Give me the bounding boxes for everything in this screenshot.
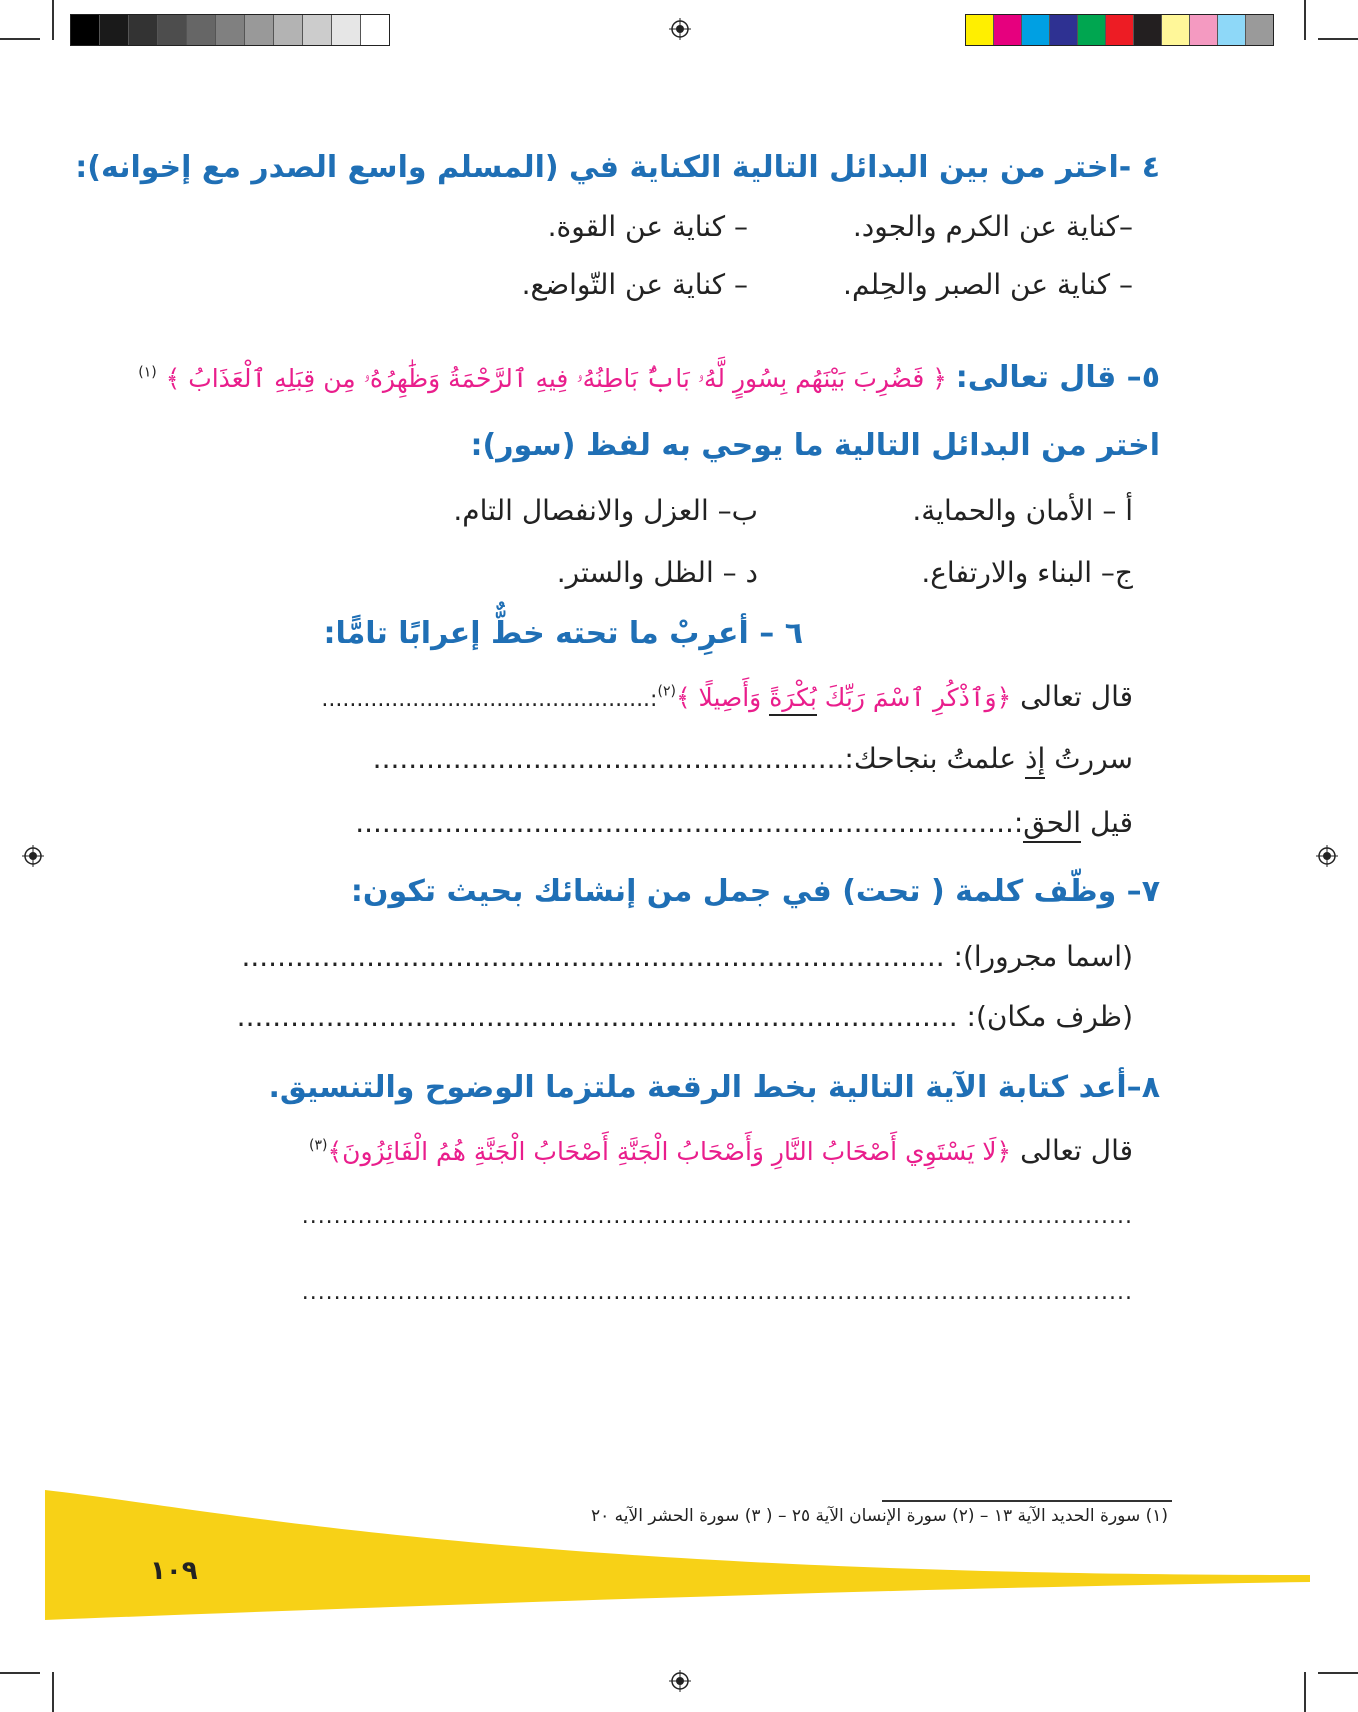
answer-line[interactable]: :............................................... xyxy=(321,687,658,712)
question-7-title: ٧– وظّف كلمة ( تحت) في جمل من إنشائك بحيث تكون: xyxy=(350,874,1160,909)
q6-verse-part-a: ﴿وَٱذْكُرِ ٱسْمَ رَبِّكَ xyxy=(816,683,1012,712)
question-5-title: اختر من البدائل التالية ما يوحي به لفظ (سور): xyxy=(470,428,1160,463)
q6-line2-text-b[interactable]: علمتُ بنجاحك:..................................................... xyxy=(372,742,1026,775)
crop-mark xyxy=(1318,38,1358,40)
question-6-title: ٦ – أعرِبْ ما تحته خطٌّ إعرابًا تامًّا: xyxy=(323,616,803,651)
q7-line-2[interactable]: (ظرف مكان): ................................................................................. xyxy=(236,1000,1133,1033)
q8-verse-line xyxy=(309,1134,1133,1167)
q8-verse: ﴿لَا يَسْتَوِي أَصْحَابُ النَّارِ وَأَصْحَابُ الْجَنَّةِ أَصْحَابُ الْجَنَّةِ هُمُ الْفَائِزُونَ﴾ xyxy=(327,1137,1012,1166)
crop-mark xyxy=(52,1672,54,1712)
q4-option-1: –كناية عن الكرم والجود. xyxy=(852,210,1133,243)
q8-answer-line-1[interactable]: ........................................................................................................ xyxy=(301,1204,1133,1229)
q6-line2-text-a: سررتُ xyxy=(1045,742,1133,775)
page-number: ١٠٩ xyxy=(150,1556,198,1586)
q5-verse: ﴿ فَضُرِبَ بَيْنَهُم بِسُورٍ لَّهُۥ بَابٌۢ بَاطِنُهُۥ فِيهِ ٱلرَّحْمَةُ وَظَٰهِرُهُۥ مِن قِبَلِهِ ٱلْعَذَابُ ﴾ xyxy=(165,364,947,393)
q4-option-2: – كناية عن القوة. xyxy=(547,210,748,243)
q6-underlined-word: إذ xyxy=(1025,742,1045,779)
q6-line-2 xyxy=(373,742,1133,775)
q7-line-1[interactable]: (اسما مجرورا): ............................................................................... xyxy=(241,940,1133,973)
q8-footnote-ref: (٣) xyxy=(308,1137,328,1154)
registration-target-icon xyxy=(669,1670,691,1692)
q6-line1-prefix: قال تعالى xyxy=(1020,680,1133,713)
registration-target-icon xyxy=(669,18,691,40)
color-registration-strip xyxy=(965,14,1274,46)
crop-mark xyxy=(52,0,54,40)
q5-option-d: د – الظل والستر. xyxy=(556,556,758,589)
q8-prefix: قال تعالى xyxy=(1020,1134,1133,1167)
q6-line-3 xyxy=(355,806,1133,839)
q8-answer-line-2[interactable]: ........................................................................................................ xyxy=(301,1280,1133,1305)
q6-footnote-ref: (٢) xyxy=(657,683,676,700)
footnotes: (١) سورة الحديد الآية ١٣ – (٢) سورة الإنسان الآية ٢٥ – ( ٣) سورة الحشر الآيه ٢٠ xyxy=(591,1506,1168,1526)
q6-line3-text-a: قيل xyxy=(1081,806,1133,839)
q6-line1-verse xyxy=(676,683,1011,716)
yellow-footer-band xyxy=(0,1480,1358,1630)
q5-label: ٥– قال تعالى: xyxy=(955,360,1160,395)
crop-mark xyxy=(1304,0,1306,40)
q6-line-1 xyxy=(321,680,1133,713)
q5-option-c: ج– البناء والارتفاع. xyxy=(921,556,1133,589)
q6-underlined-word: بُكْرَةً xyxy=(769,683,817,716)
grayscale-registration-strip xyxy=(70,14,390,46)
q6-line3-text-b[interactable]: :.......................................................................... xyxy=(355,806,1024,839)
q5-option-b: ب– العزل والانفصال التام. xyxy=(453,494,758,527)
crop-mark xyxy=(1318,1672,1358,1674)
registration-target-icon xyxy=(22,845,44,867)
question-5-header xyxy=(138,360,1160,395)
q5-footnote-ref: (١) xyxy=(138,364,157,381)
question-4-title: ٤ -اختر من بين البدائل التالية الكناية في (المسلم واسع الصدر مع إخوانه): xyxy=(75,150,1160,185)
q6-verse-part-b: وَأَصِيلًا ﴾ xyxy=(675,683,770,712)
question-8-title: ٨–أعد كتابة الآية التالية بخط الرقعة ملتزما الوضوح والتنسيق. xyxy=(268,1070,1160,1105)
q5-option-a: أ – الأمان والحماية. xyxy=(912,494,1133,527)
crop-mark xyxy=(0,38,40,40)
q6-underlined-word: الحق xyxy=(1023,806,1081,843)
q4-option-4: – كناية عن التّواضع. xyxy=(521,268,748,301)
crop-mark xyxy=(0,1672,40,1674)
crop-mark xyxy=(1304,1672,1306,1712)
q4-option-3: – كناية عن الصبر والحِلم. xyxy=(843,268,1133,301)
registration-target-icon xyxy=(1316,845,1338,867)
